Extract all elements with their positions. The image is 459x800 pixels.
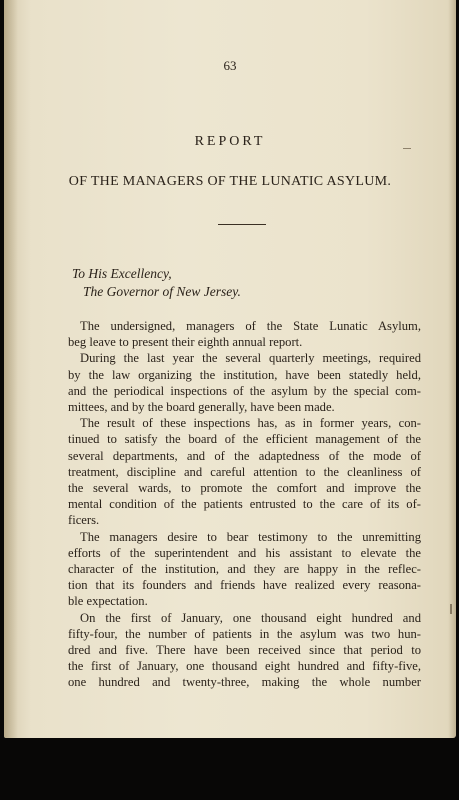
salutation-line: To His Excellency,: [72, 266, 172, 281]
body-line: the first of January, one thousand eight hundred and fifty-five,: [68, 659, 421, 674]
body-line: tinued to satisfy the board of the efficient management of the: [68, 432, 421, 447]
body-line: and the periodical inspections of the asylum by the special com-: [68, 383, 421, 398]
body-line: The undersigned, managers of the State Lunatic Asylum,: [80, 319, 421, 333]
body-line: by the law organizing the institution, have been statedly held,: [68, 367, 421, 382]
body-line: efforts of the superintendent and his assistant to elevate the: [68, 545, 421, 560]
report-heading: REPORT: [194, 134, 266, 149]
body-line: dred and five. There have been received since that period to: [68, 643, 421, 657]
salutation-line: The Governor of New Jersey.: [83, 284, 241, 299]
body-line: fifty-four, the number of patients in the asylum was two hun-: [68, 626, 421, 641]
book-page: [4, 0, 456, 738]
page-number: 63: [223, 58, 237, 73]
gutter-shadow: [4, 0, 18, 738]
print-speck: [403, 148, 411, 149]
body-line: several departments, and of the adaptedness of the mode of: [68, 448, 421, 463]
section-divider: [218, 224, 266, 225]
page-edge-shadow: [448, 0, 456, 738]
body-line: On the first of January, one thousand eight hundred and: [80, 610, 421, 625]
body-line: one hundred and twenty-three, making the whole number: [68, 675, 421, 690]
body-line: treatment, discipline and careful attention to the cleanliness of: [68, 464, 421, 479]
body-line: The managers desire to bear testimony to the unremitting: [80, 529, 421, 544]
body-line: During the last year the several quarterly meetings, required: [80, 351, 421, 366]
report-subheading: OF THE MANAGERS OF THE LUNATIC ASYLUM.: [68, 174, 392, 189]
body-line: tion that its founders and friends have realized every reasona-: [68, 578, 421, 593]
body-line: ble expectation.: [68, 594, 148, 609]
body-line: beg leave to present their eighth annual report.: [68, 335, 303, 350]
body-line: ficers.: [68, 513, 100, 528]
body-line: mental condition of the patients entrusted to the care of its of-: [68, 497, 421, 512]
body-line: The result of these inspections has, as in former years, con-: [80, 416, 421, 431]
body-line: mittees, and by the board generally, have been made.: [68, 400, 335, 414]
print-speck: [450, 604, 452, 614]
body-line: the several wards, to promote the comfort and improve the: [68, 481, 421, 495]
body-line: character of the institution, and they are happy in the reflec-: [68, 562, 421, 576]
